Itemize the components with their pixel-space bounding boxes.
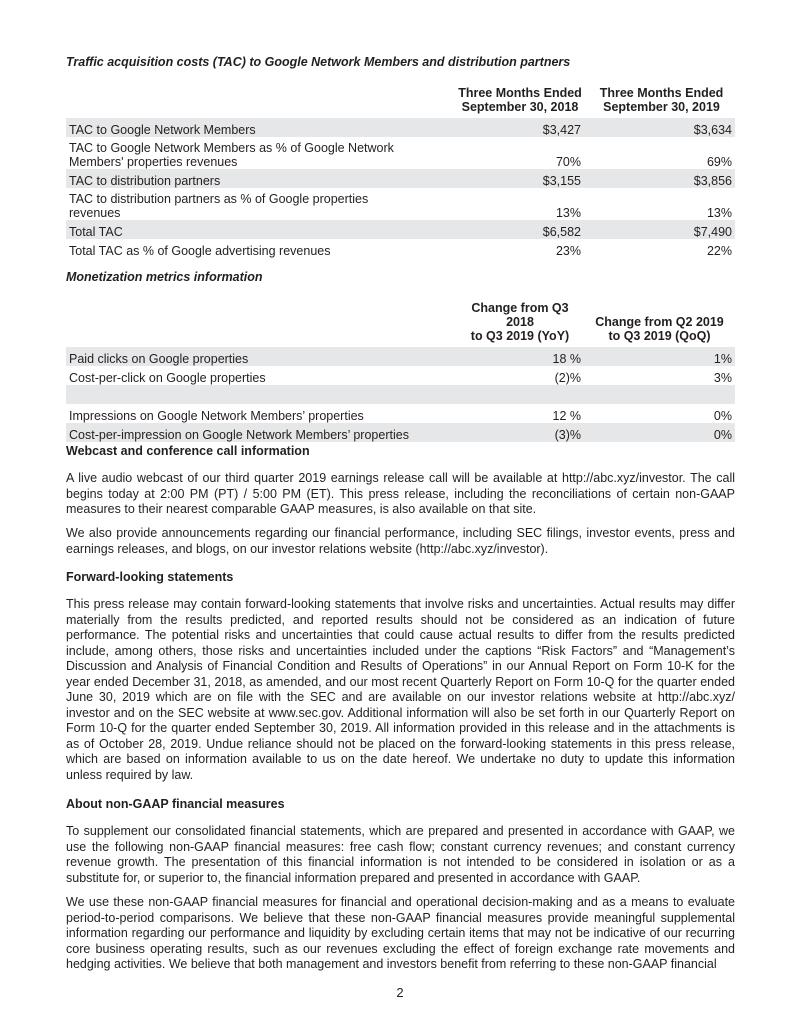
- row-label-line1: TAC to distribution partners as % of Google properties: [69, 192, 369, 206]
- tac-col1-header-line1: Three Months Ended: [458, 86, 582, 100]
- nongaap-section-title: About non-GAAP financial measures: [66, 797, 285, 811]
- table-row: [66, 366, 735, 385]
- webcast-paragraph-2: We also provide announcements regarding our financial performance, including SEC filings, investor events, press and earnings releases, and blogs, on our investor relations website (http://abc.xyz/investor).: [66, 526, 735, 556]
- table-row: [66, 118, 735, 137]
- forward-section-title: Forward-looking statements: [66, 570, 234, 584]
- row-value-yoy: (3)%: [436, 423, 584, 442]
- mon-col1-header-line1: Change from Q3 2018: [471, 301, 569, 329]
- row-value-qoq: 3%: [713, 371, 732, 385]
- row-value-yoy: 12 %: [552, 409, 581, 423]
- row-label: Total TAC as % of Google advertising revenues: [69, 244, 331, 258]
- mon-col2-header-line1: Change from Q2 2019: [595, 315, 724, 329]
- row-label: Cost-per-click on Google properties: [69, 371, 266, 385]
- table-row: [66, 404, 735, 423]
- table-row: [66, 423, 735, 442]
- row-value-qoq: 0%: [713, 409, 732, 423]
- webcast-section-title: Webcast and conference call information: [66, 444, 310, 458]
- row-value-2018: $3,427: [436, 118, 584, 137]
- row-value-yoy: 18 %: [436, 347, 584, 366]
- nongaap-paragraph-1: To supplement our consolidated financial statements, which are prepared and presented in accordance with GAAP, we use the following non-GAAP financial measures: free cash flow; constant currency revenues; and constant currency revenue growth. The presentation of this financial information is not intended to be considered in isolation or as a substitute for, or superior to, the financial information prepared and presented in accordance with GAAP.: [66, 824, 735, 885]
- table-row: [66, 188, 735, 220]
- table-row: [66, 220, 735, 239]
- row-value-qoq: 1%: [584, 347, 735, 366]
- row-label-line2: Members' properties revenues: [69, 155, 238, 169]
- tac-col1-header-line2: September 30, 2018: [461, 100, 579, 114]
- monetization-table: [66, 301, 735, 442]
- row-value-2019: 69%: [706, 155, 732, 169]
- tac-col2-header-line2: September 30, 2019: [603, 100, 720, 114]
- tac-table: [66, 86, 735, 258]
- row-value-2019: $7,490: [584, 220, 735, 239]
- row-label: TAC to Google Network Members: [66, 118, 436, 137]
- monetization-table-header: [66, 301, 735, 343]
- row-value-2019: $3,856: [584, 169, 735, 188]
- tac-table-header: [66, 86, 735, 114]
- table-row: [66, 169, 735, 188]
- webcast-paragraph-1: A live audio webcast of our third quarter 2019 earnings release call will be available at http://abc.xyz/investor. The call begins today at 2:00 PM (PT) / 5:00 PM (ET). This press release, including the reconciliations of certain non-GAAP measures to their nearest comparable GAAP measures, is also available on that site.: [66, 471, 735, 516]
- row-value-qoq: 0%: [584, 423, 735, 442]
- row-value-2018: $6,582: [436, 220, 584, 239]
- row-label: Total TAC: [66, 220, 436, 239]
- table-row-spacer: [66, 385, 735, 404]
- row-value-2018: 23%: [555, 244, 581, 258]
- row-value-2019: $3,634: [584, 118, 735, 137]
- row-label: TAC to distribution partners: [66, 169, 436, 188]
- table-row: [66, 239, 735, 258]
- table-row: [66, 137, 735, 169]
- row-value-2018: $3,155: [436, 169, 584, 188]
- row-value-2018: 13%: [555, 206, 581, 220]
- row-value-2019: 22%: [706, 244, 732, 258]
- tac-col2-header-line1: Three Months Ended: [599, 86, 724, 100]
- nongaap-paragraph-2: We use these non-GAAP financial measures for financial and operational decision-making and as a means to evaluate period-to-period comparisons. We believe that these non-GAAP financial measures provide meaningful supplemental information regarding our performance and liquidity by excluding certain items that may not be indicative of our recurring core business operating results, such as our revenues excluding the effect of foreign exchange rate movements and hedging activities. We believe that both management and investors benefit from referring to these non-GAAP financial: [66, 895, 735, 971]
- monetization-section-title: Monetization metrics information: [66, 270, 263, 284]
- row-label: Paid clicks on Google properties: [66, 347, 436, 366]
- mon-col2-header-line2: to Q3 2019 (QoQ): [608, 329, 711, 343]
- forward-paragraph: This press release may contain forward-looking statements that involve risks and uncertainties. Actual results may differ materially from the results predicted, and reported results should not be considered as an indication of future performance. The potential risks and uncertainties that could cause actual results to differ from the results predicted include, among others, those risks and uncertainties included under the captions “Risk Factors” and “Management’s Discussion and Analysis of Financial Condition and Results of Operations” in our Annual Report on Form 10-K for the year ended December 31, 2018, as amended, and our most recent Quarterly Report on Form 10-Q for the quarter ended June 30, 2019 which are on file with the SEC and are available on our investor relations website at http://abc.xyz/ investor and on the SEC website at www.sec.gov. Additional information will also be set forth in our Quarterly Report on Form 10-Q for the quarter ended September 30, 2019. All information provided in this release and in the attachments is as of October 28, 2019. Undue reliance should not be placed on the forward-looking statements in this press release, which are based on information available to us on the date hereof. We undertake no duty to update this information unless required by law.: [66, 597, 735, 782]
- row-label-line2: revenues: [69, 206, 121, 220]
- row-value-yoy: (2)%: [554, 371, 581, 385]
- row-label-line1: TAC to Google Network Members as % of Google Network: [69, 141, 394, 155]
- table-row: [66, 347, 735, 366]
- row-value-2018: 70%: [555, 155, 581, 169]
- tac-section-title: Traffic acquisition costs (TAC) to Google Network Members and distribution partners: [66, 55, 571, 69]
- row-label: Impressions on Google Network Members’ properties: [69, 409, 364, 423]
- row-label: Cost-per-impression on Google Network Members’ properties: [66, 423, 436, 442]
- page-number: 2: [396, 985, 404, 1000]
- mon-col1-header-line2: to Q3 2019 (YoY): [470, 329, 570, 343]
- row-value-2019: 13%: [706, 206, 732, 220]
